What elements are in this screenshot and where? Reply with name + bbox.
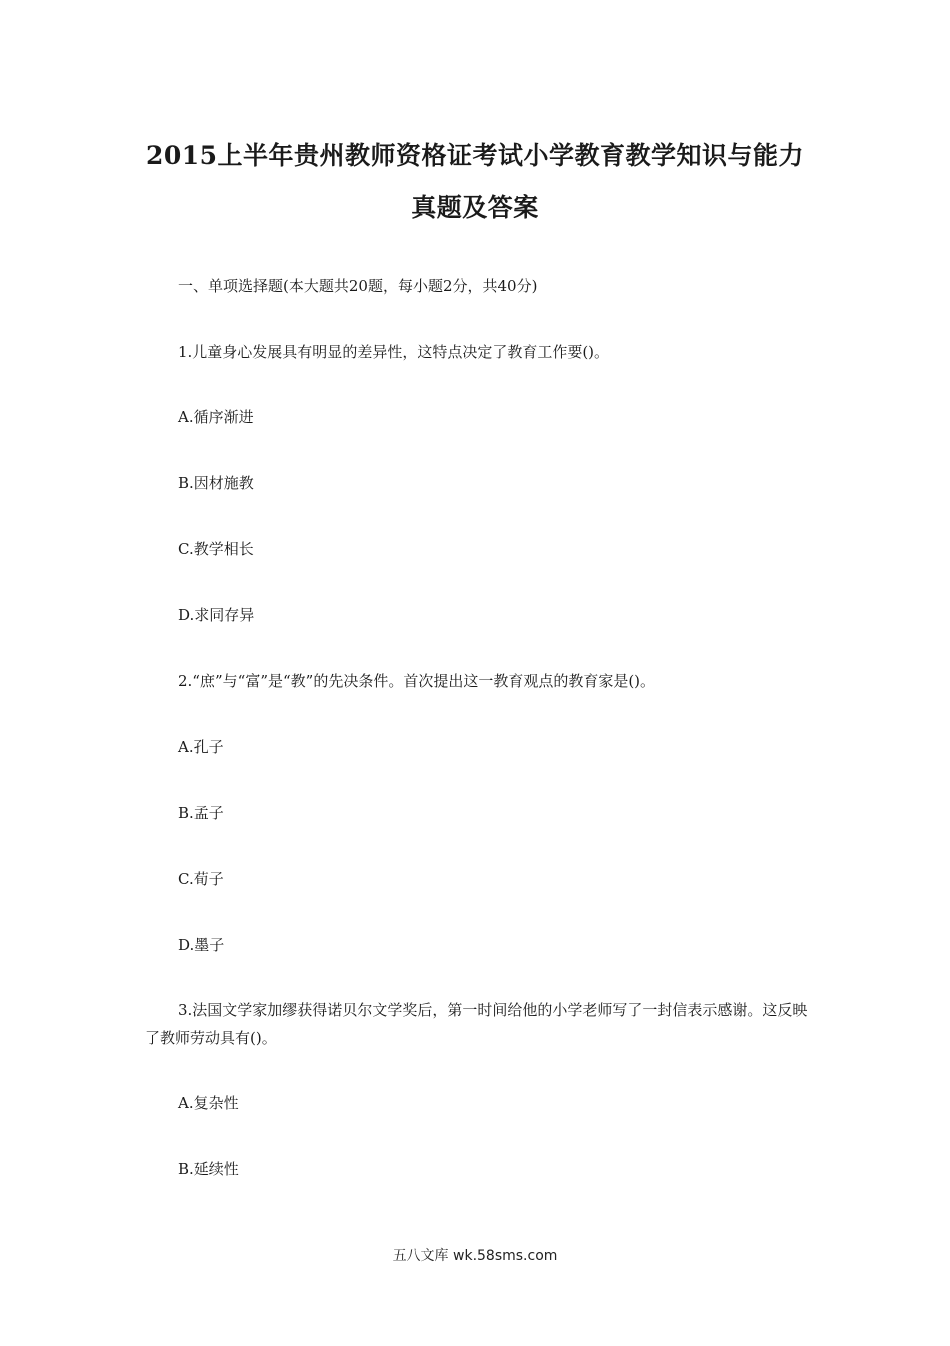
question-2-option-a: A.孔子 xyxy=(178,738,224,756)
question-2-option-d: D.墨子 xyxy=(178,936,225,954)
question-3-stem: 3.法国文学家加缪获得诺贝尔文学奖后，第一时间给他的小学老师写了一封信表示感谢。这反映了教师劳动具有()。 xyxy=(145,1001,808,1047)
question-3-option-a: A.复杂性 xyxy=(178,1094,239,1112)
question-1-stem: 1.儿童身心发展具有明显的差异性，这特点决定了教育工作要()。 xyxy=(178,343,610,361)
document-title-line2: 真题及答案 xyxy=(411,193,539,222)
question-1-option-d: D.求同存异 xyxy=(178,606,255,624)
question-2-option-b: B.孟子 xyxy=(178,804,224,822)
footer-watermark: 五八文库 wk.58sms.com xyxy=(392,1248,558,1264)
question-1-option-b: B.因材施教 xyxy=(178,474,254,492)
question-1-option-c: C.教学相长 xyxy=(178,540,254,558)
question-1-option-a: A.循序渐进 xyxy=(178,408,254,426)
question-2-option-c: C.荀子 xyxy=(178,870,224,888)
question-3-option-b: B.延续性 xyxy=(178,1160,239,1178)
document-title-line1: 2015上半年贵州教师资格证考试小学教育教学知识与能力 xyxy=(145,141,805,170)
question-2-stem: 2.“庶”与“富”是“教”的先决条件。首次提出这一教育观点的教育家是()。 xyxy=(178,672,656,690)
section-header: 一、单项选择题(本大题共20题，每小题2分，共40分) xyxy=(178,277,538,295)
